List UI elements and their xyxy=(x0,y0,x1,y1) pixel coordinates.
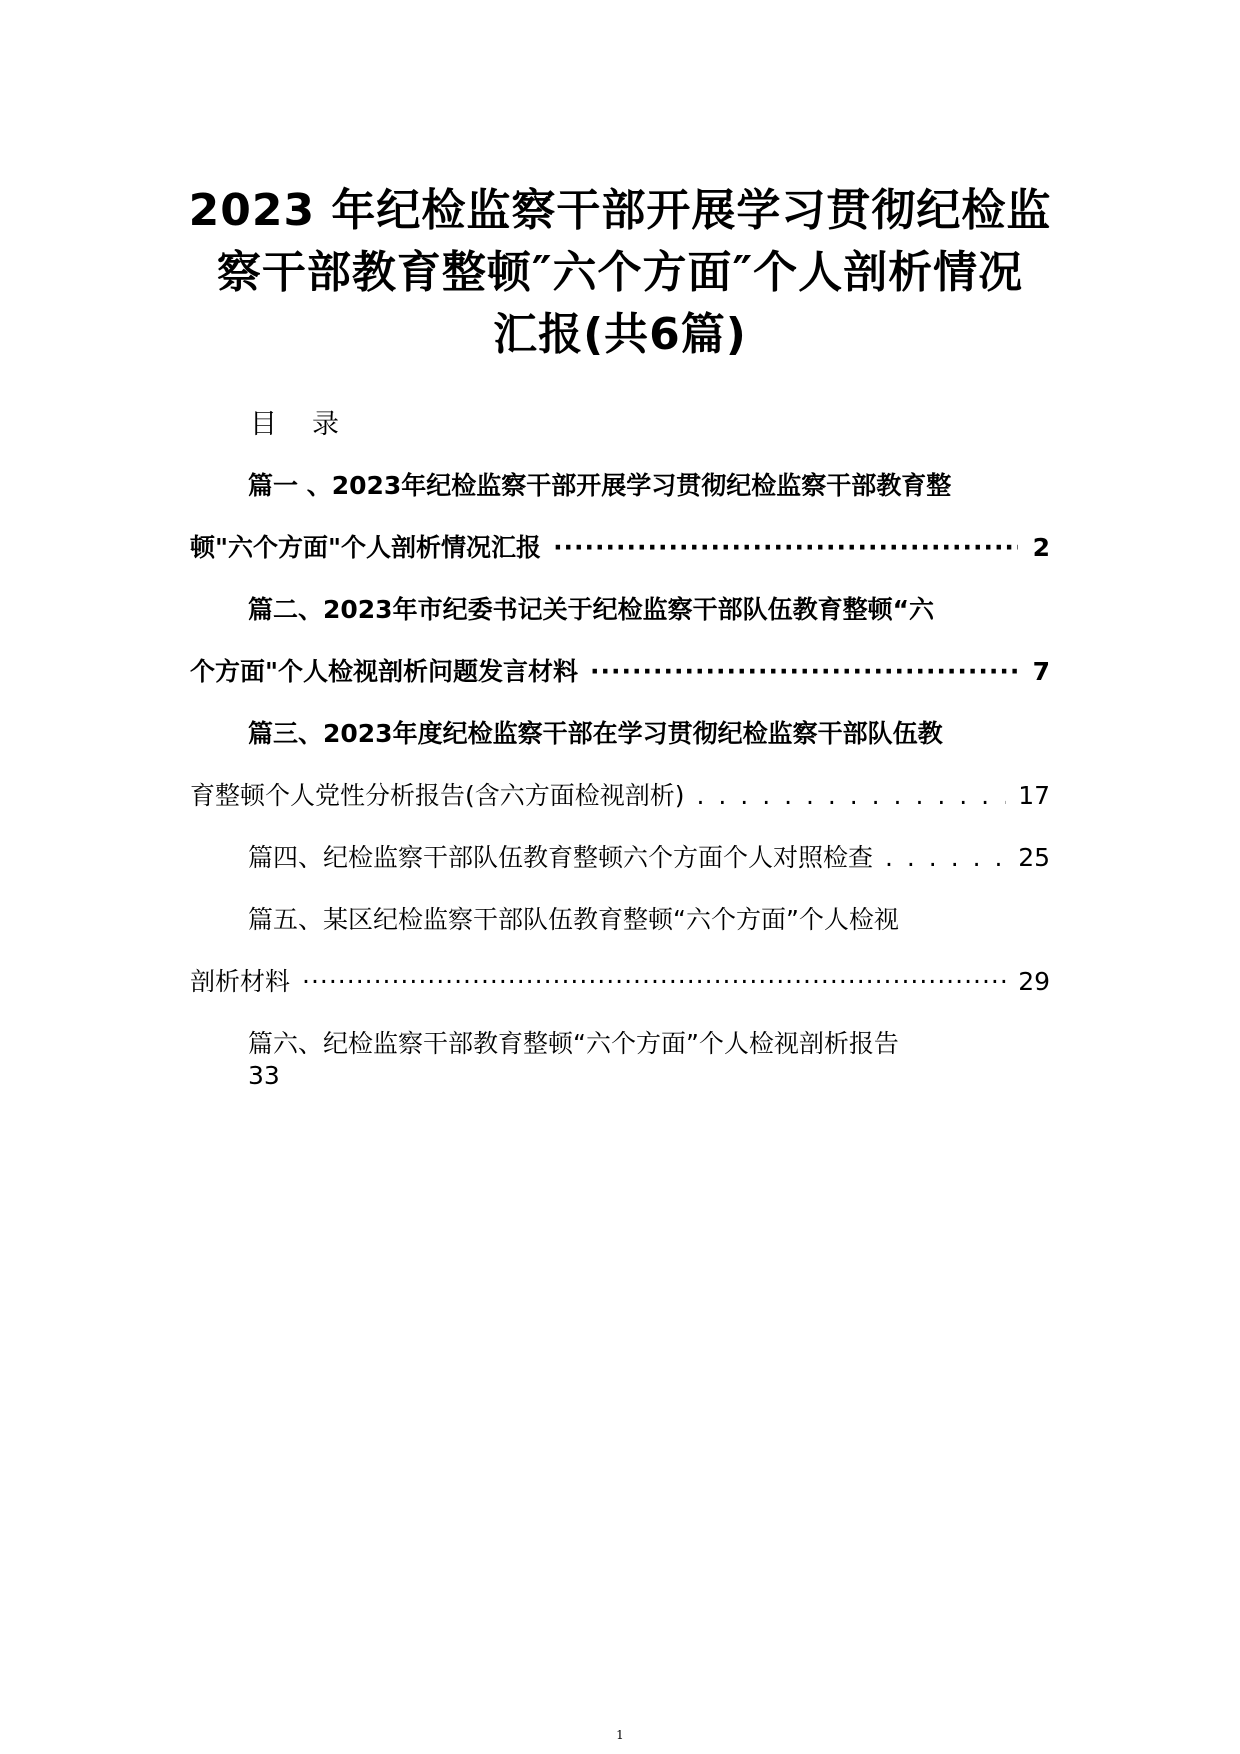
dot-leader xyxy=(697,765,1007,827)
table-of-contents xyxy=(190,455,1050,1091)
toc-entry-5[interactable] xyxy=(190,889,1050,1013)
toc-entry-3-page: 17 xyxy=(1018,781,1050,810)
page-number: 1 xyxy=(616,1728,624,1742)
dot-leader xyxy=(590,641,1018,703)
toc-entry-4-line-1: 篇四、纪检监察干部队伍教育整顿六个方面个人对照检查 xyxy=(248,843,874,872)
toc-entry-1-line-2: 顿"六个方面"个人剖析情况汇报 xyxy=(190,533,542,562)
toc-entry-4[interactable] xyxy=(190,827,1050,889)
toc-entry-2-page: 7 xyxy=(1032,657,1050,686)
dot-leader xyxy=(302,951,1006,1013)
title-line-3: 汇报(共6篇) xyxy=(493,309,747,360)
toc-entry-1-line-1: 篇一 、2023年纪检监察干部开展学习贯彻纪检监察干部教育整 xyxy=(248,471,952,500)
toc-entry-2-line-2: 个方面"个人检视剖析问题发言材料 xyxy=(190,657,579,686)
toc-entry-5-line-2: 剖析材料 xyxy=(190,967,291,996)
toc-entry-5-page: 29 xyxy=(1018,967,1050,996)
toc-heading-char-1: 目 xyxy=(250,409,278,440)
dot-leader xyxy=(885,827,1006,889)
title-line-2: 察干部教育整顿″六个方面″个人剖析情况 xyxy=(216,247,1024,298)
toc-entry-6[interactable] xyxy=(190,1013,1050,1091)
title-line-1: 2023 年纪检监察干部开展学习贯彻纪检监 xyxy=(188,185,1052,236)
toc-entry-1[interactable] xyxy=(190,455,1050,579)
toc-entry-3[interactable] xyxy=(190,703,1050,827)
toc-entry-2[interactable] xyxy=(190,579,1050,703)
document-title xyxy=(140,180,1100,366)
toc-entry-6-page: 33 xyxy=(248,1061,280,1090)
toc-entry-3-line-1: 篇三、2023年度纪检监察干部在学习贯彻纪检监察干部队伍教 xyxy=(248,719,943,748)
toc-heading-char-2: 录 xyxy=(312,409,340,440)
toc-entry-1-page: 2 xyxy=(1032,533,1050,562)
toc-heading xyxy=(250,402,340,441)
toc-entry-3-line-2: 育整顿个人党性分析报告(含六方面检视剖析) xyxy=(190,781,685,810)
toc-entry-2-line-1: 篇二、2023年市纪委书记关于纪检监察干部队伍教育整顿“六 xyxy=(248,595,935,624)
dot-leader xyxy=(553,517,1018,579)
toc-entry-5-line-1: 篇五、某区纪检监察干部队伍教育整顿“六个方面”个人检视 xyxy=(248,905,899,934)
toc-entry-4-page: 25 xyxy=(1018,843,1050,872)
toc-entry-6-line-1: 篇六、纪检监察干部教育整顿“六个方面”个人检视剖析报告 xyxy=(248,1029,899,1058)
